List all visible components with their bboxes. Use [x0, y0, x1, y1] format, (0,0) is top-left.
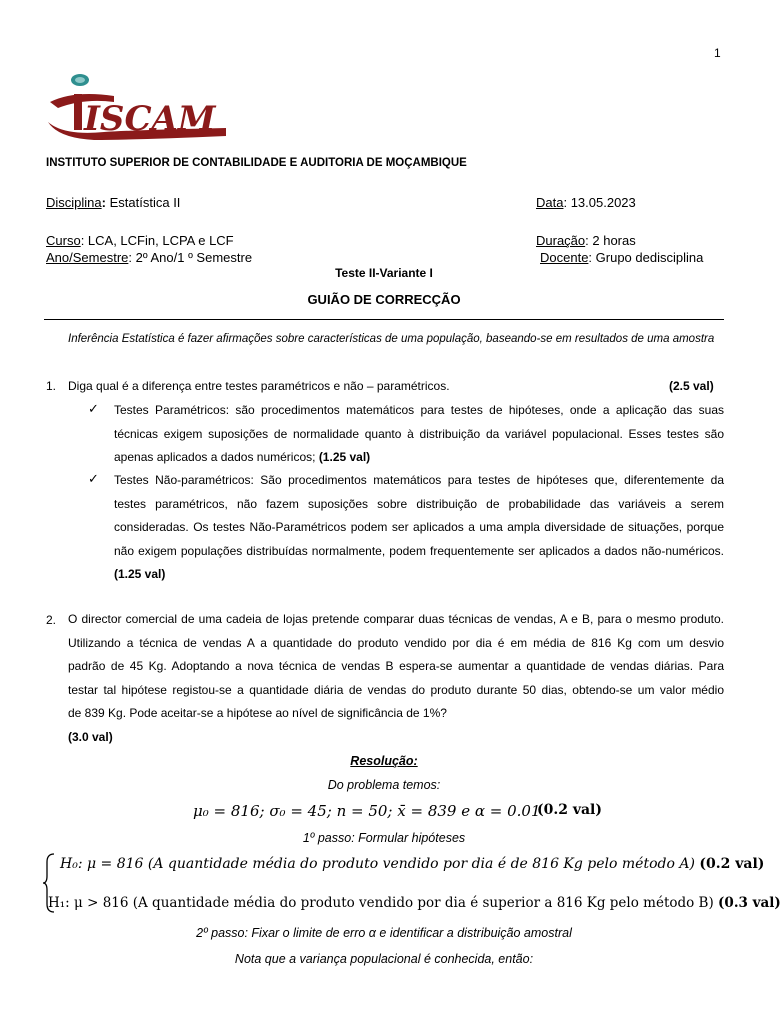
ano-row: Ano/Semestre: 2º Ano/1 º Semestre	[46, 250, 253, 265]
header-divider	[44, 319, 724, 320]
q1-answer-parametric	[114, 399, 724, 470]
h0-points: (0.2 val)	[699, 856, 765, 872]
intro-text: Inferência Estatística é fazer afirmações sobre características de uma população, baseando-se em resultados de uma amostra	[68, 333, 715, 345]
answer-line: não exigem populações distribuídas normalmente, podem frequentemente ser aplicados a dados não-numéricos.	[114, 543, 724, 558]
q2-text	[68, 608, 724, 749]
h1-text: H₁: μ > 816 (A quantidade média do produto vendido por dia é superior a 816 Kg pelo método B)	[48, 895, 714, 911]
resolution-title: Resolução:	[350, 754, 418, 768]
institution-name: INSTITUTO SUPERIOR DE CONTABILIDADE E AUDITORIA DE MOÇAMBIQUE	[46, 157, 467, 169]
test-title: Teste II-Variante I	[335, 266, 433, 280]
docente-row: Docente: Grupo dedisciplina	[540, 250, 704, 265]
check-icon: ✓	[88, 471, 99, 486]
check-icon: ✓	[88, 401, 99, 416]
q2-line: padrão de 45 Kg. Adoptando a nova técnica de vendas B espera-se aumentar a quantidade de vendas diárias. Para	[68, 659, 724, 673]
step2-title: 2º passo: Fixar o limite de erro α e identificar a distribuição amostral	[196, 926, 572, 940]
q1-number: 1.	[46, 379, 57, 393]
q1-answer-nonparametric	[114, 469, 724, 587]
answer-line: testes paramétricos, não fazem suposições sobre distribuição de probabilidade das variáveis a serem	[114, 496, 724, 511]
disciplina-label: Disciplina	[46, 195, 102, 210]
q2-line: O director comercial de uma cadeia de lojas pretende comparar duas técnicas de vendas, A e B, para o mesmo produto.	[68, 612, 724, 626]
given-intro: Do problema temos:	[327, 778, 441, 792]
ano-value: 2º Ano/1 º Semestre	[135, 250, 253, 265]
q1-points: (2.5 val)	[669, 379, 714, 393]
docente-label: Docente	[540, 250, 589, 265]
disciplina-row: Disciplina: Estatística II	[46, 195, 181, 210]
h1-hypothesis	[48, 895, 781, 911]
answer-line: Testes Paramétricos: são procedimentos matemáticos para testes de hipóteses, onde a aplicação das suas	[114, 403, 724, 417]
logo-text: ISCAM	[84, 99, 216, 139]
data-label: Data	[536, 195, 564, 210]
answer-line: apenas aplicados a dados numéricos;	[114, 450, 316, 464]
duracao-value: 2 horas	[592, 233, 636, 248]
answer-line: Testes Não-paramétricos: São procedimentos matemáticos para testes de hipóteses que, diferentemente da	[114, 473, 724, 487]
h0-hypothesis	[60, 856, 764, 872]
q2-points: (3.0 val)	[68, 729, 113, 744]
q2-line: de 839 Kg. Pode aceitar-se a hipótese ao nível de significância de 1%?	[68, 706, 447, 720]
data-value: 13.05.2023	[570, 195, 636, 210]
answer-line: consideradas. Os testes Não-Paramétricos podem ser aplicados a uma ampla diversidade de situações, porque	[114, 520, 724, 534]
duracao-label: Duração	[536, 233, 586, 248]
guide-title: GUIÃO DE CORRECÇÃO	[307, 292, 461, 307]
step1-title: 1º passo: Formular hipóteses	[302, 831, 466, 845]
ano-label: Ano/Semestre	[46, 250, 129, 265]
given-points: (0.2 val)	[537, 802, 603, 818]
curso-row: Curso: LCA, LCFin, LCPA e LCF	[46, 233, 234, 248]
curso-label: Curso	[46, 233, 81, 248]
data-row: Data: 13.05.2023	[536, 195, 636, 210]
q2-number: 2.	[46, 613, 57, 627]
page-number: 1	[714, 46, 721, 60]
disciplina-value: Estatística II	[109, 195, 181, 210]
q2-line: Utilizando a técnica de vendas A a quantidade do produto vendido por dia é em média de 816 Kg com um desvio	[68, 635, 724, 650]
q2-line: testar tal hipótese registou-se a quantidade diária de vendas do produto durante 50 dias, obtendo-se um valor médio	[68, 682, 724, 697]
a1-points: (1.25 val)	[318, 450, 371, 464]
q1-question: Diga qual é a diferença entre testes paramétricos e não – paramétricos.	[68, 379, 450, 393]
logo-graphic	[44, 72, 234, 142]
h0-text: H₀: μ = 816 (A quantidade média do produto vendido por dia é de 816 Kg pelo método A)	[60, 856, 695, 872]
docente-value: Grupo dedisciplina	[595, 250, 704, 265]
h1-points: (0.3 val)	[718, 895, 781, 911]
given-formula: μ₀ = 816; σ₀ = 45; n = 50; x̄ = 839 e α = 0.01	[193, 802, 541, 820]
iscam-logo	[44, 72, 234, 142]
answer-line: técnicas exigem suposições de normalidade quanto à distribuição da variável populacional. Esses testes são	[114, 426, 724, 441]
duracao-row: Duração: 2 horas	[536, 233, 636, 248]
curso-value: LCA, LCFin, LCPA e LCF	[87, 233, 234, 248]
a2-points: (1.25 val)	[114, 567, 166, 581]
note-text: Nota que a variança populacional é conhecida, então:	[234, 952, 534, 966]
